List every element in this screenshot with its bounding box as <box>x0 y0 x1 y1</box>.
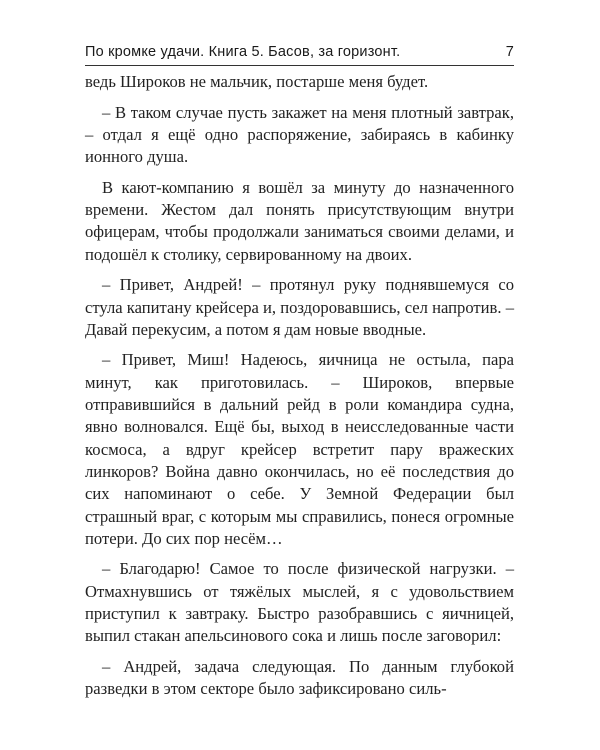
paragraph-5: – Привет, Миш! Надеюсь, яичница не остыла, пара минут, как приготовилась. – Широков, впервые отправившийся в дальний рейд в роли командира судна, явно волновался. Ещё бы, выход в неисследованные части космоса, а вдруг крейсер встретит пару вражеских линкоров? Война давно окончилась, но её последствия до сих напоминают о себе. У Земной Федерации был страшный враг, с которым мы справились, понеся огромные потери. До сих пор несём… <box>85 350 514 548</box>
paragraph-7: – Андрей, задача следующая. По данным глубокой разведки в этом секторе было зафиксировано силь- <box>85 656 514 699</box>
body-text <box>85 71 514 709</box>
paragraph-2: – В таком случае пусть закажет на меня плотный завтрак, – отдал я ещё одно распоряжение, забираясь в кабинку ионного душа. <box>85 102 514 167</box>
page-number: 7 <box>505 44 514 60</box>
header-divider <box>85 65 514 66</box>
running-head <box>85 44 514 66</box>
paragraph-4: – Привет, Андрей! – протянул руку поднявшемуся со стула капитану крейсера и, поздоровавшись, сел напротив. – Давай перекусим, а потом я дам новые вводные. <box>85 275 514 339</box>
paragraph-3: В кают-компанию я вошёл за минуту до назначенного времени. Жестом дал понять присутствующим внутри офицерам, чтобы продолжали заниматься своими делами, и подошёл к столику, сервированному на двоих. <box>85 177 514 264</box>
book-title: По кромке удачи. Книга 5. Басов, за горизонт. <box>85 44 401 60</box>
paragraph-1: ведь Широков не мальчик, постарше меня будет. <box>85 72 429 91</box>
paragraph-6: – Благодарю! Самое то после физической нагрузки. – Отмахнувшись от тяжёлых мыслей, я с удовольствием приступил к завтраку. Быстро разобравшись с яичницей, выпил стакан апельсинового сока и лишь после заговорил: <box>85 559 514 646</box>
